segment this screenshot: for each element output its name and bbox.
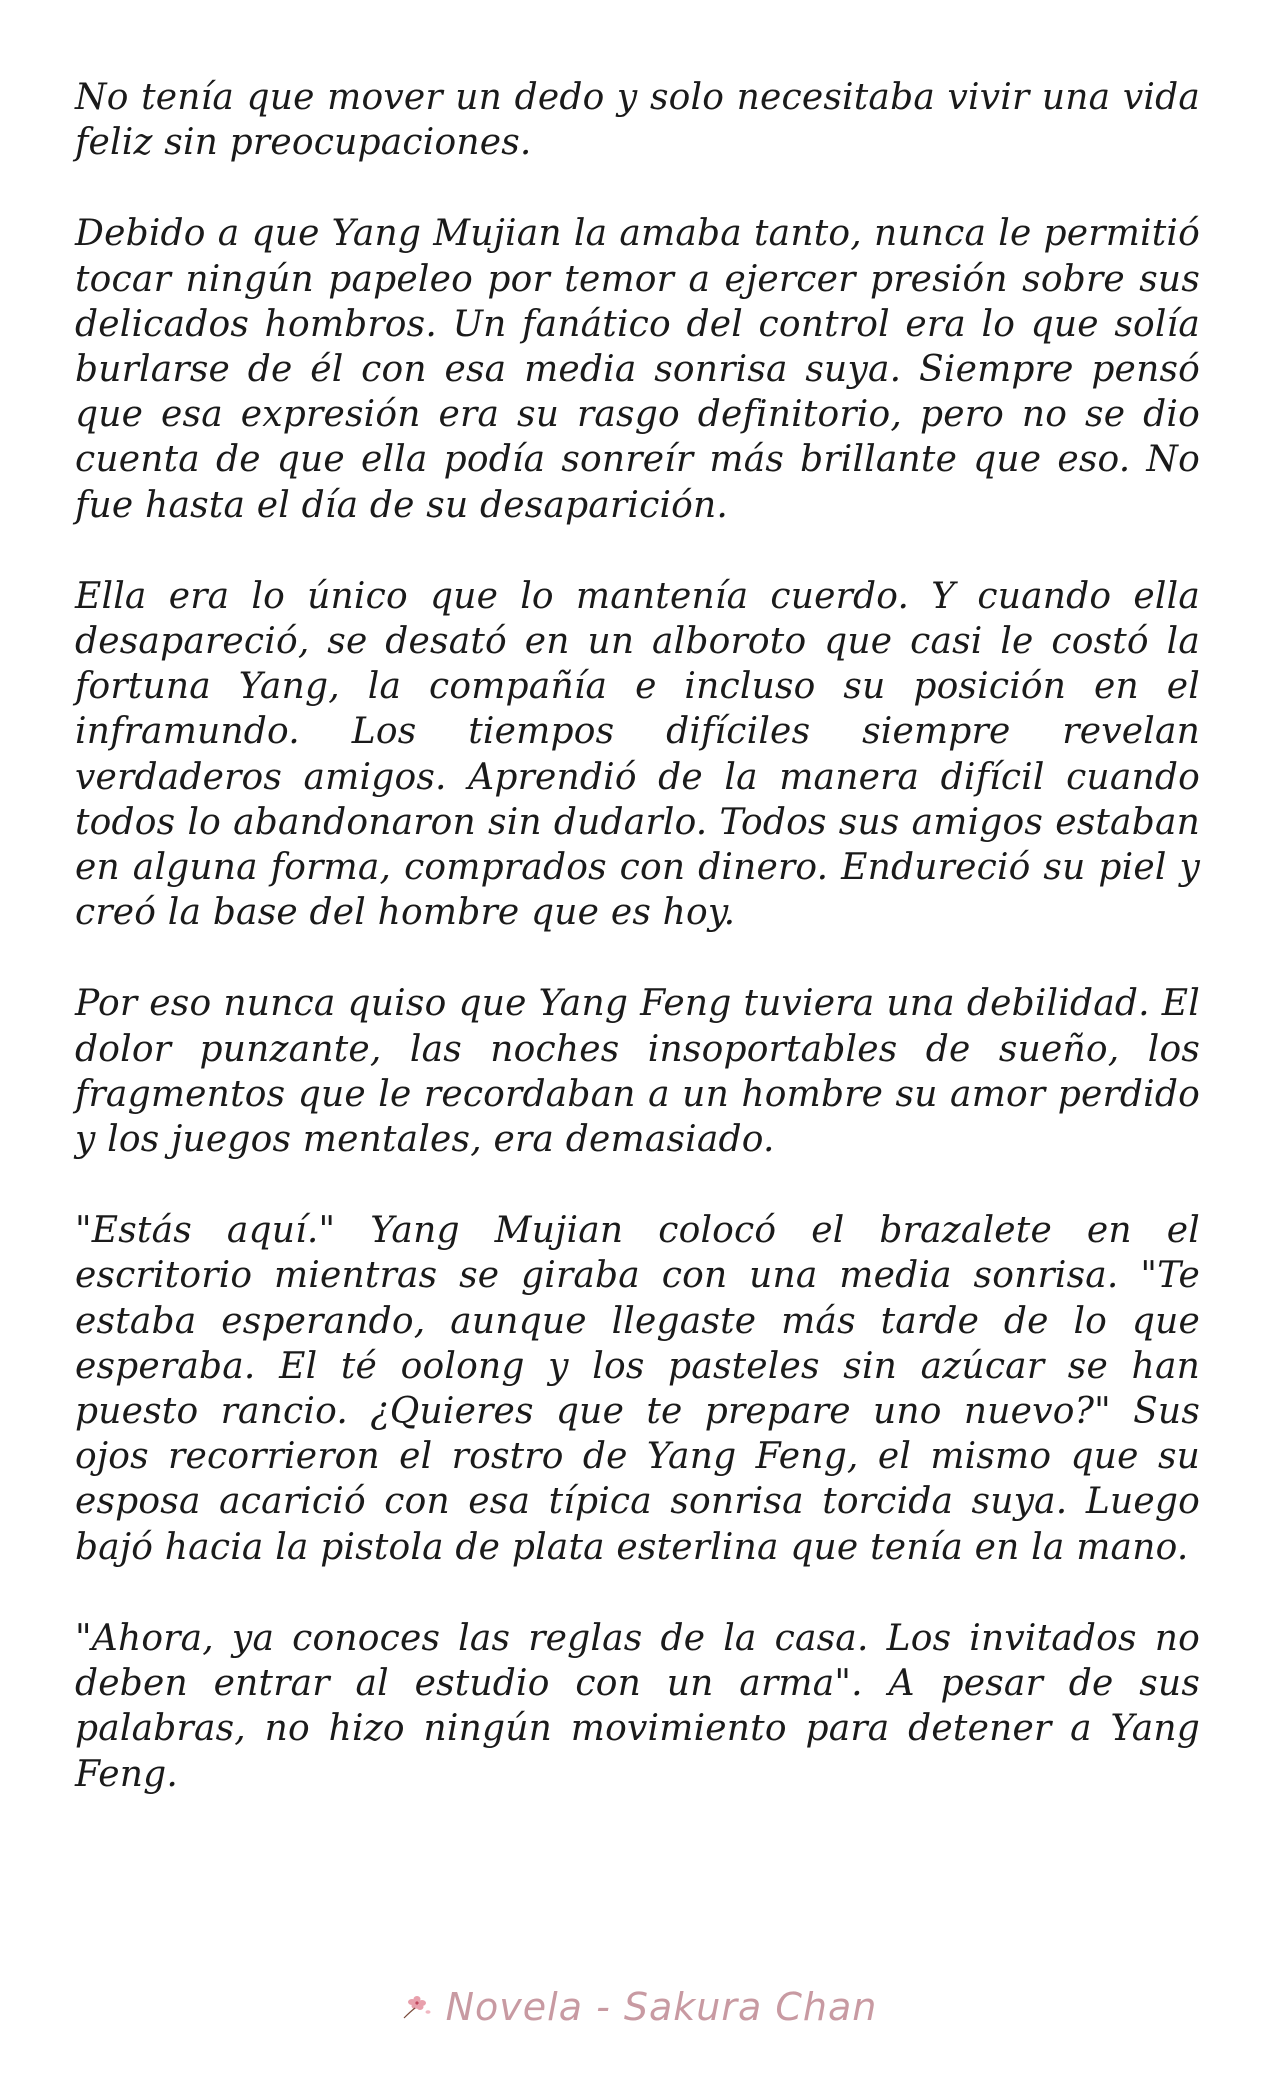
paragraph-3: Ella era lo único que lo mantenía cuerdo. Y cuando ella desapareció, se desató en un alboroto que casi le costó la fortuna Yang, la compañía e incluso su posición en el inframundo. Los tiempos difíciles siempre revelan verdaderos amigos. Aprendió de la manera difícil cuando todos lo abandonaron sin dudarlo. Todos sus amigos estaban en alguna forma, comprados con dinero. Endureció su piel y creó la base del hombre que es hoy. <box>75 575 1200 934</box>
paragraph-2: Debido a que Yang Mujian la amaba tanto, nunca le permitió tocar ningún papeleo por temor a ejercer presión sobre sus delicados hombros. Un fanático del control era lo que solía burlarse de él con esa media sonrisa suya. Siempre pensó que esa expresión era su rasgo definitorio, pero no se dio cuenta de que ella podía sonreír más brillante que eso. No fue hasta el día de su desaparición. <box>75 213 1200 526</box>
sakura-flower-icon <box>398 1992 438 2022</box>
paragraph-5: "Estás aquí." Yang Mujian colocó el brazalete en el escritorio mientras se giraba con una media sonrisa. "Te estaba esperando, aunque llegaste más tarde de lo que esperaba. El té oolong y los pasteles sin azúcar se han puesto rancio. ¿Quieres que te prepare uno nuevo?" Sus ojos recorrieron el rostro de Yang Feng, el mismo que su esposa acarició con esa típica sonrisa torcida suya. Luego bajó hacia la pistola de plata esterlina que tenía en la mano. <box>75 1210 1200 1568</box>
paragraph-6: "Ahora, ya conoces las reglas de la casa. Los invitados no deben entrar al estudio con un arma". A pesar de sus palabras, no hizo ningún movimiento para detener a Yang Feng. <box>75 1617 1200 1795</box>
footer-brand <box>398 1985 878 2029</box>
footer-text: Novela - Sakura Chan <box>445 1985 878 2029</box>
paragraph-4: Por eso nunca quiso que Yang Feng tuviera una debilidad. El dolor punzante, las noches insoportables de sueño, los fragmentos que le recordaban a un hombre su amor perdido y los juegos mentales, era demasiado. <box>75 983 1200 1161</box>
paragraph-1: No tenía que mover un dedo y solo necesitaba vivir una vida feliz sin preocupaciones. <box>75 77 1200 164</box>
footer-watermark <box>0 1985 1275 2029</box>
document-body <box>75 75 1200 1843</box>
